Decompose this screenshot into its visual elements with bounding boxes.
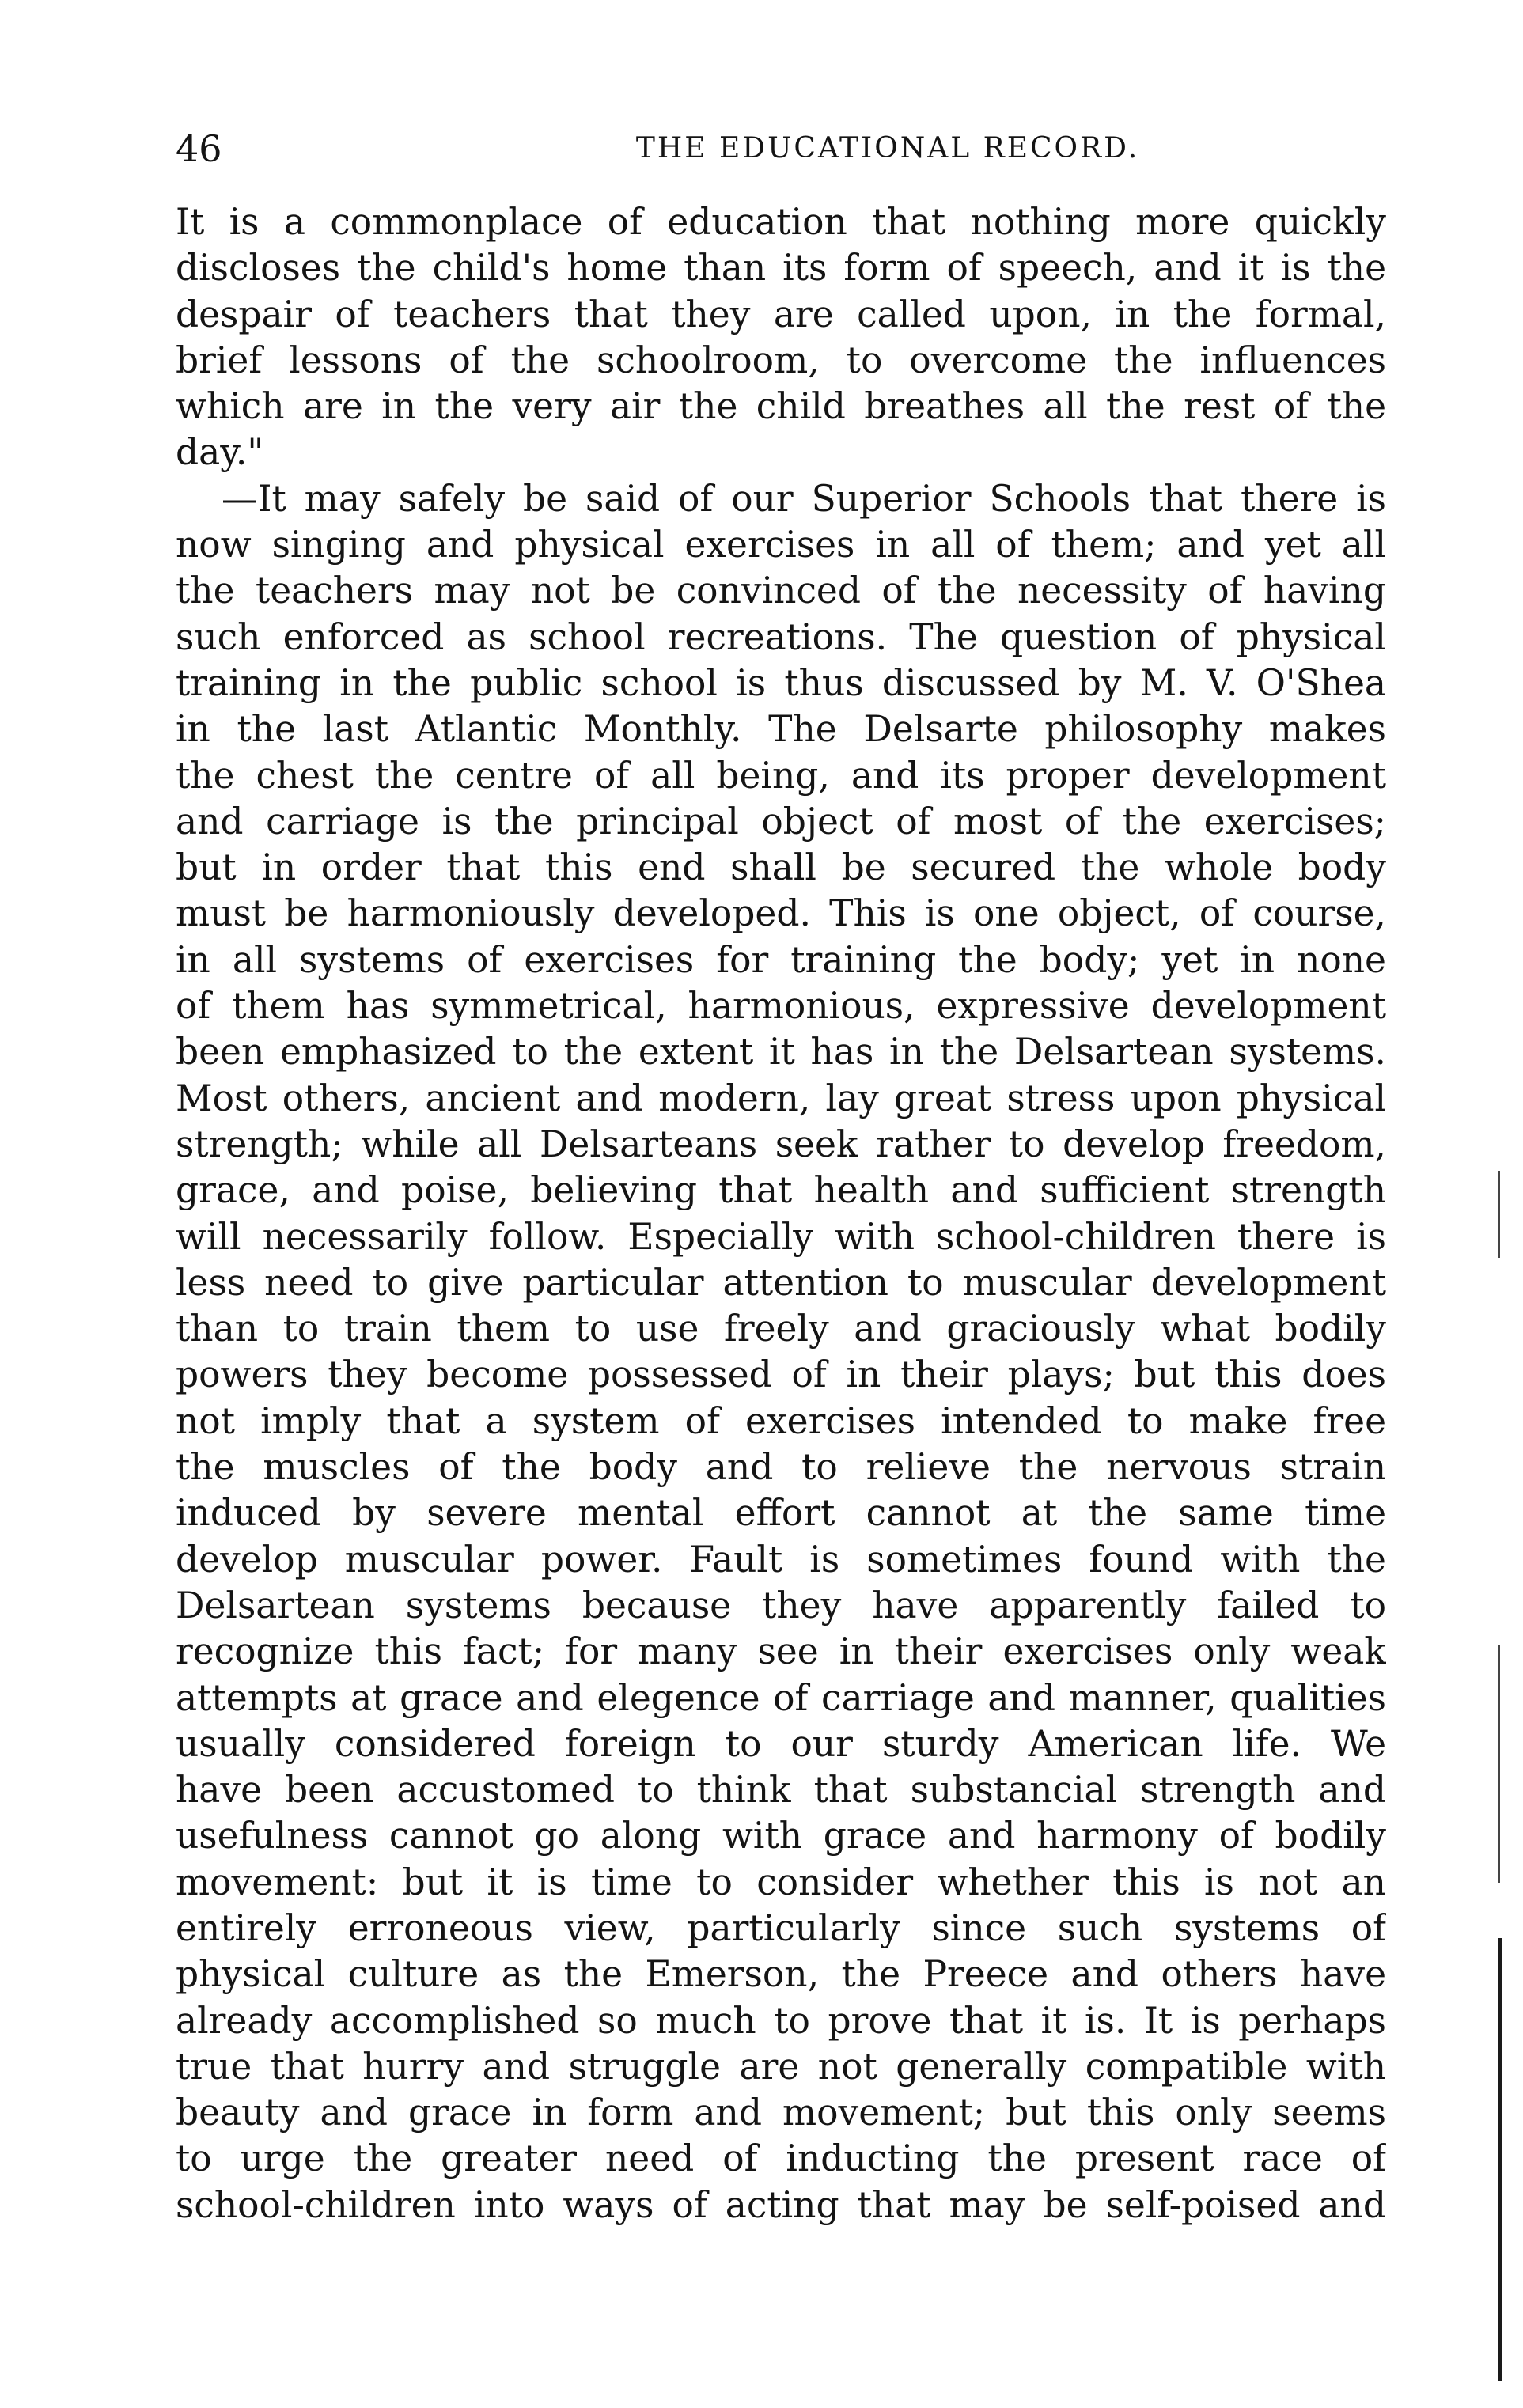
text-line: grace, and poise, believing that health and sufficient strength bbox=[176, 1169, 1386, 1212]
text-line: attempts at grace and elegence of carriage and manner, qualities bbox=[176, 1676, 1386, 1719]
text-line: recognize this fact; for many see in their exercises only weak bbox=[176, 1630, 1386, 1673]
text-line: —It may safely be said of our Superior Schools that there is bbox=[222, 477, 1386, 520]
text-line: will necessarily follow. Especially with school-children there is bbox=[176, 1215, 1386, 1258]
text-line: powers they become possessed of in their plays; but this does bbox=[176, 1354, 1386, 1396]
page-number: 46 bbox=[176, 127, 222, 170]
text-line: been emphasized to the extent it has in the Delsartean systems. bbox=[176, 1031, 1386, 1073]
text-line: physical culture as the Emerson, the Preece and others have bbox=[176, 1953, 1386, 1996]
text-line: already accomplished so much to prove that it is. It is perhaps bbox=[176, 1999, 1386, 2042]
text-line: in all systems of exercises for training the body; yet in none bbox=[176, 938, 1386, 981]
text-line: to urge the greater need of inducting the present race of bbox=[176, 2137, 1386, 2180]
text-line: school-children into ways of acting that may be self-poised and bbox=[176, 2183, 1386, 2226]
text-line: not imply that a system of exercises intended to make free bbox=[176, 1399, 1386, 1442]
scan-edge-mark bbox=[1498, 1938, 1502, 2381]
text-line: induced by severe mental effort cannot at the same time bbox=[176, 1492, 1386, 1535]
text-line: must be harmoniously developed. This is one object, of course, bbox=[176, 892, 1386, 935]
text-line: develop muscular power. Fault is sometimes found with the bbox=[176, 1538, 1386, 1581]
text-line: day." bbox=[176, 431, 264, 474]
text-line: training in the public school is thus discussed by M. V. O'Shea bbox=[176, 661, 1386, 704]
text-line: the teachers may not be convinced of the necessity of having bbox=[176, 570, 1386, 612]
text-line: beauty and grace in form and movement; but this only seems bbox=[176, 2092, 1386, 2134]
text-line: the muscles of the body and to relieve the nervous strain bbox=[176, 1446, 1386, 1489]
text-line: movement: but it is time to consider whether this is not an bbox=[176, 1861, 1386, 1903]
text-line: less need to give particular attention to muscular development bbox=[176, 1261, 1386, 1304]
text-line: which are in the very air the child breathes all the rest of the bbox=[176, 385, 1386, 428]
text-line: but in order that this end shall be secured the whole body bbox=[176, 846, 1386, 889]
text-line: discloses the child's home than its form of speech, and it is the bbox=[176, 247, 1386, 290]
text-line: Delsartean systems because they have apparently failed to bbox=[176, 1584, 1386, 1626]
page-header bbox=[176, 125, 1386, 172]
text-line: have been accustomed to think that substancial strength and bbox=[176, 1769, 1386, 1812]
scan-edge-mark bbox=[1498, 1645, 1500, 1883]
text-line: and carriage is the principal object of most of the exercises; bbox=[176, 800, 1386, 842]
text-line: the chest the centre of all being, and its proper development bbox=[176, 754, 1386, 797]
text-line: such enforced as school recreations. The question of physical bbox=[176, 615, 1386, 658]
text-line: in the last Atlantic Monthly. The Delsarte philosophy makes bbox=[176, 708, 1386, 751]
running-title: THE EDUCATIONAL RECORD. bbox=[635, 132, 1140, 165]
text-line: now singing and physical exercises in all of them; and yet all bbox=[176, 524, 1386, 566]
text-line: despair of teachers that they are called upon, in the formal, bbox=[176, 293, 1386, 335]
body-text bbox=[176, 199, 1386, 2228]
scan-edge-mark bbox=[1498, 1171, 1500, 1258]
text-line: usually considered foreign to our sturdy American life. We bbox=[176, 1722, 1386, 1765]
text-line: usefulness cannot go along with grace and harmony of bodily bbox=[176, 1815, 1386, 1857]
text-line: It is a commonplace of education that nothing more quickly bbox=[176, 201, 1386, 243]
text-line: strength; while all Delsarteans seek rather to develop freedom, bbox=[176, 1123, 1386, 1165]
text-line: Most others, ancient and modern, lay great stress upon physical bbox=[176, 1077, 1386, 1119]
text-line: entirely erroneous view, particularly since such systems of bbox=[176, 1906, 1386, 1949]
text-line: true that hurry and struggle are not generally compatible with bbox=[176, 2045, 1386, 2088]
text-line: brief lessons of the schoolroom, to overcome the influences bbox=[176, 339, 1386, 381]
text-line: of them has symmetrical, harmonious, expressive development bbox=[176, 985, 1386, 1028]
text-line: than to train them to use freely and graciously what bodily bbox=[176, 1308, 1386, 1350]
